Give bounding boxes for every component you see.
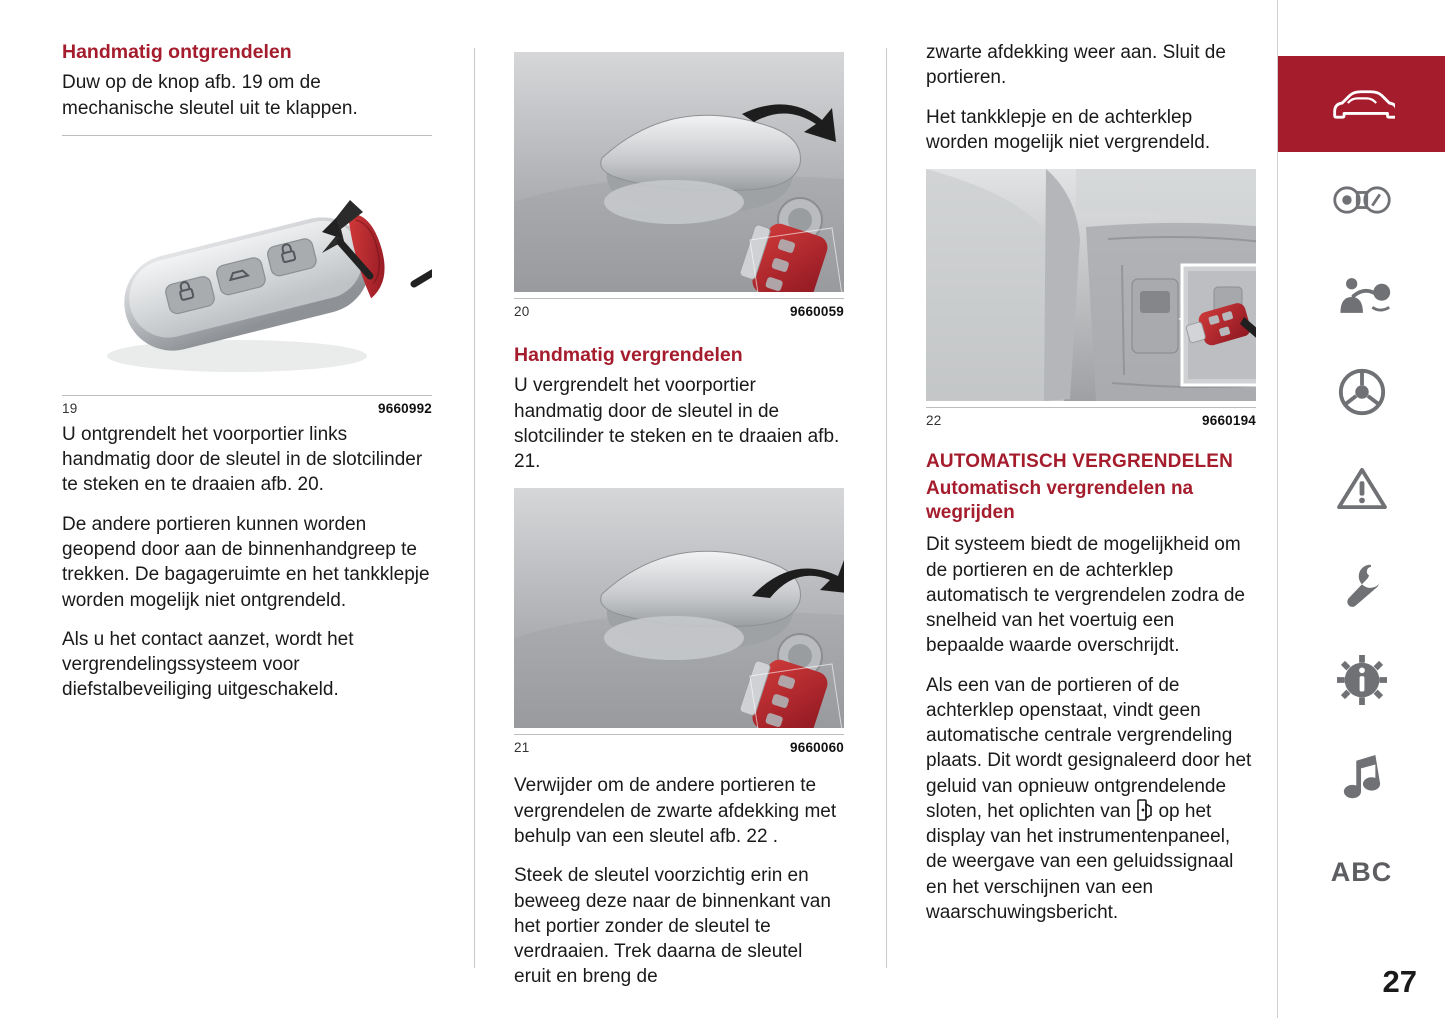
figure-22-number: 22 [926, 413, 942, 429]
figure-19-code: 9660992 [378, 400, 432, 416]
sidebar-item-dashboard[interactable] [1278, 152, 1445, 248]
sidebar-item-car[interactable] [1278, 56, 1445, 152]
door-handle-lock-illustration [514, 488, 844, 728]
chapter-sidebar [1277, 0, 1445, 1018]
page-number: 27 [1382, 964, 1417, 999]
figure-19 [62, 135, 432, 416]
figure-20-image [514, 52, 844, 292]
section-heading-manual-lock: Handmatig vergrendelen [514, 344, 743, 366]
sidebar-item-technical-info[interactable] [1278, 632, 1445, 728]
figure-20-number: 20 [514, 304, 530, 319]
figure-19-image [62, 144, 432, 389]
door-handle-unlock-illustration [514, 52, 844, 292]
door-open-warning-icon [1137, 799, 1152, 819]
steering-wheel-icon [1337, 367, 1387, 417]
car-icon [1329, 85, 1395, 123]
intro-text-column-2: U vergrendelt het voorportier handmatig door de sleutel in de slotcilinder te steken en te draaien afb. 21. [514, 375, 840, 473]
paragraph-c3-top-1: zwarte afdekking weer aan. Sluit de portieren. [926, 42, 1226, 89]
paragraph-c2-1: Verwijder om de andere portieren te vergrendelen de zwarte afdekking met behulp van een sleutel afb. 22 . [514, 775, 837, 847]
paragraph-c1-1: U ontgrendelt het voorportier links handmatig door de sleutel in de slotcilinder te steken en te draaien afb. 20. [62, 423, 423, 496]
paragraph-c3-with-icon [926, 673, 1256, 926]
column-1 [62, 40, 432, 998]
abc-index-icon: ABC [1330, 856, 1393, 887]
figure-20 [514, 52, 844, 319]
column-2 [474, 40, 844, 998]
sidebar-items [1278, 152, 1445, 920]
figure-22-image [926, 169, 1256, 401]
paragraph-c3-top-2: Het tankklepje en de achterklep worden mogelijk niet vergrendeld. [926, 106, 1211, 153]
subheading-automatic-lock-after-driving: Automatisch vergrendelen na wegrijden [926, 477, 1194, 523]
wrench-icon [1337, 559, 1387, 609]
figure-22-code: 9660194 [1202, 413, 1256, 429]
warning-triangle-icon [1337, 466, 1387, 510]
figure-19-caption [62, 395, 432, 416]
sidebar-item-multimedia[interactable] [1278, 728, 1445, 824]
intro-text-column-1: Duw op de knop afb. 19 om de mechanische sleutel uit te klappen. [62, 72, 358, 119]
sidebar-item-safety[interactable] [1278, 248, 1445, 344]
door-frame-lock-cover-illustration [926, 169, 1256, 401]
figure-20-code: 9660059 [790, 304, 844, 319]
sidebar-item-index[interactable] [1278, 824, 1445, 920]
section-heading-manual-unlock: Handmatig ontgrendelen [62, 41, 292, 63]
figure-20-caption [514, 298, 844, 319]
music-note-icon [1341, 751, 1383, 801]
figure-22-caption [926, 407, 1256, 428]
column-3 [886, 40, 1256, 998]
figure-21-number: 21 [514, 740, 530, 756]
paragraph-c3-1: Dit systeem biedt de mogelijkheid om de portieren en de achterklep automatisch te vergrendelen zodra de snelheid van het voertuig een bepaalde waarde overschrijdt. [926, 534, 1245, 657]
key-fob-illustration [62, 144, 432, 389]
figure-21-caption [514, 734, 844, 755]
paragraph-c1-3: Als u het contact aanzet, wordt het vergrendelingssysteem voor diefstalbeveiliging uitgeschakeld. [62, 628, 354, 701]
figure-19-topline [62, 135, 432, 136]
paragraph-c3-icon-before: Als een van de portieren of de achterklep openstaat, vindt geen automatische centrale vergrendeling plaats. Dit wordt gesignaleerd door het geluid van opnieuw ontgrendelende sloten, het oplichten van [926, 674, 1252, 822]
paragraph-c1-2: De andere portieren kunnen worden geopend door aan de binnenhandgreep te trekken. De bagageruimte en het tankklepje worden mogelijk niet ontgrendeld. [62, 513, 430, 611]
figure-21-code: 9660060 [790, 740, 844, 756]
figure-19-number: 19 [62, 400, 78, 416]
airbag-safety-icon [1331, 275, 1393, 317]
sidebar-item-driving[interactable] [1278, 344, 1445, 440]
figure-21 [514, 488, 844, 755]
sidebar-item-warning[interactable] [1278, 440, 1445, 536]
section-heading-automatic-lock: AUTOMATISCH VERGRENDELEN [926, 451, 1234, 473]
paragraph-c2-2: Steek de sleutel voorzichtig erin en beweeg deze naar de binnenkant van het portier zonder de sleutel te verdraaien. Trek daarna de sleutel eruit en breng de [514, 865, 831, 988]
paragraph-c3-icon-after: op het display van het instrumentenpaneel, de weergave van een geluidssignaal en het verschijnen van een waarschuwingsbericht. [926, 800, 1234, 923]
sidebar-item-maintenance[interactable] [1278, 536, 1445, 632]
figure-22 [926, 169, 1256, 428]
figure-21-image [514, 488, 844, 728]
info-gear-icon [1337, 655, 1387, 705]
dashboard-icon [1331, 183, 1393, 217]
